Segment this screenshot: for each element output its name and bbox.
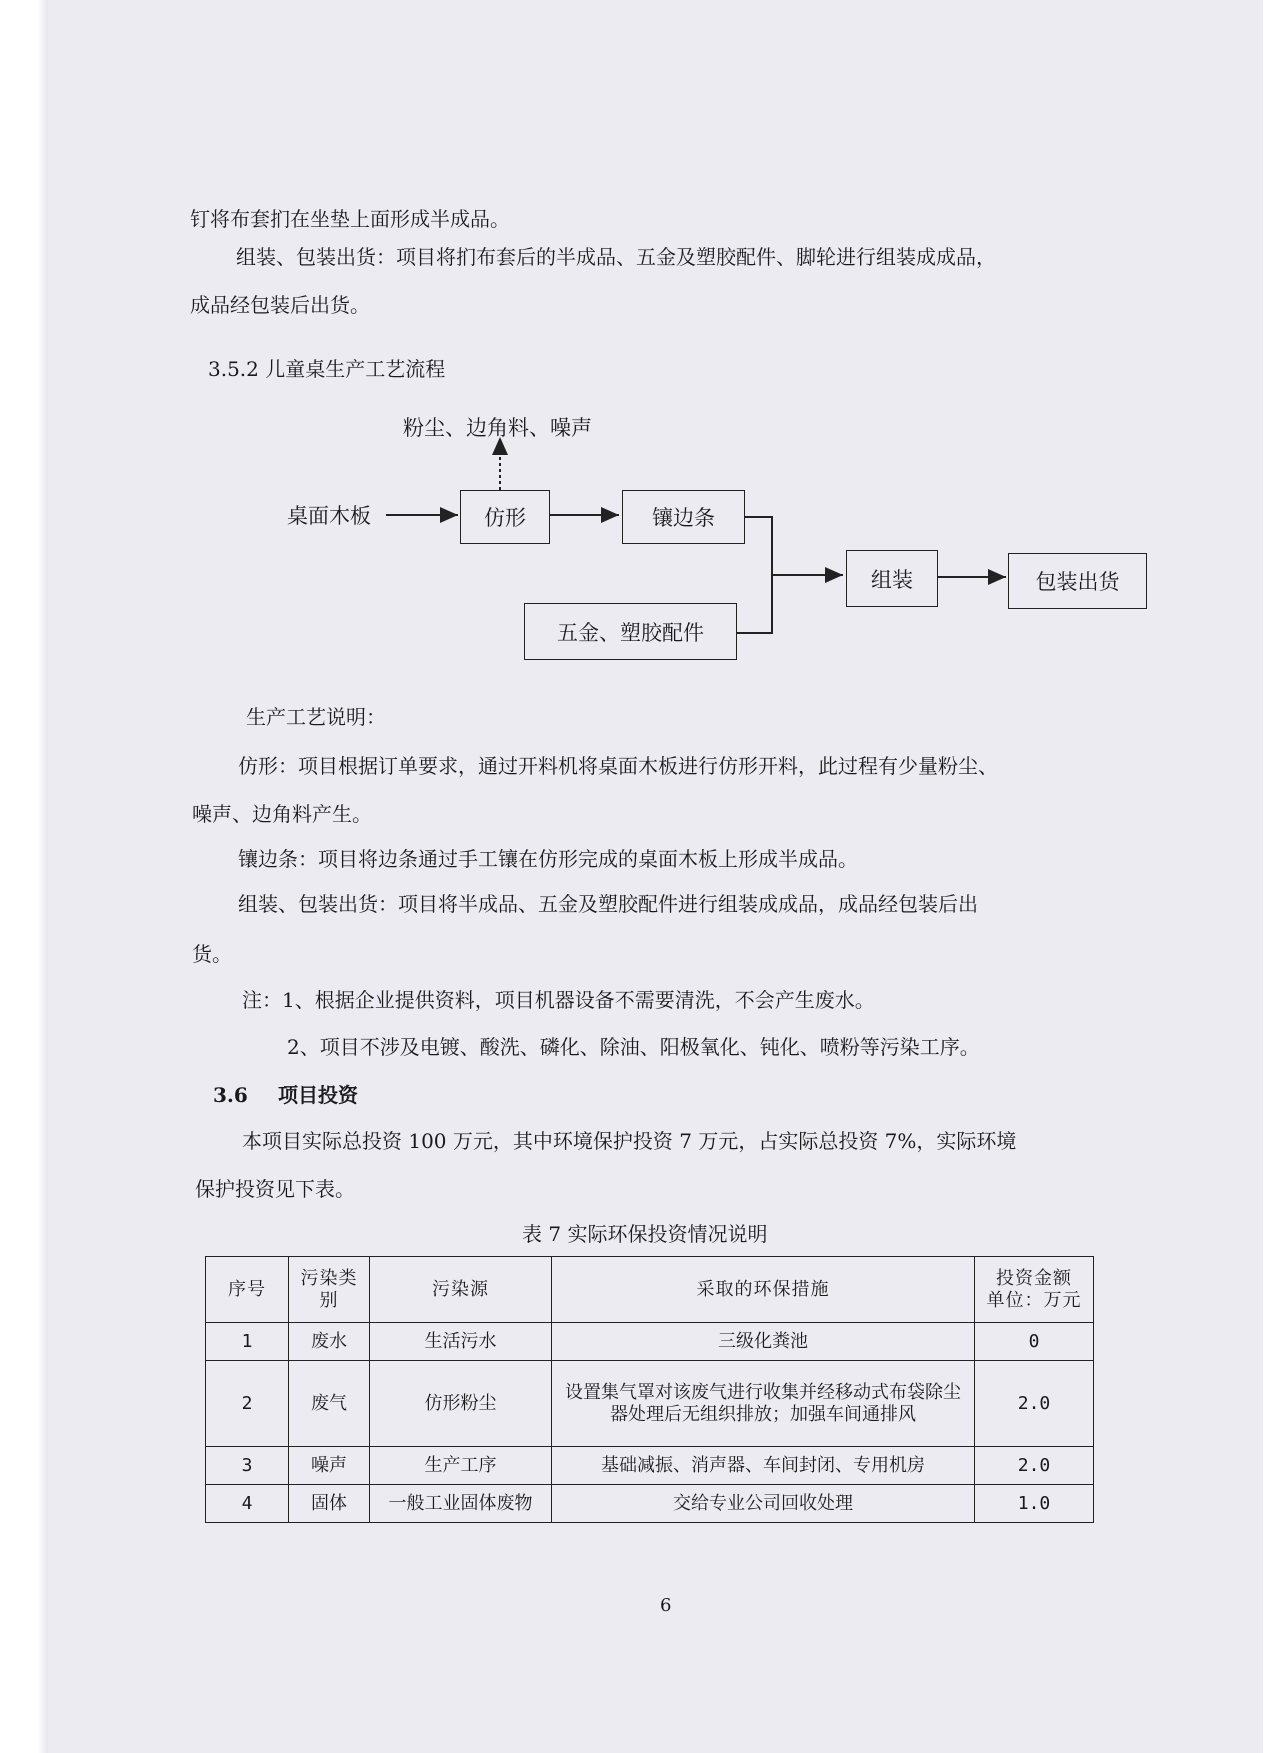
flowchart-step-baozhuang: 包装出货 bbox=[1008, 553, 1147, 609]
paragraph-line: 钉将布套扪在坐垫上面形成半成品。 bbox=[190, 207, 510, 231]
cell-source: 一般工业固体废物 bbox=[370, 1485, 552, 1523]
cell-amount: 1.0 bbox=[975, 1485, 1094, 1523]
flowchart-emission-label: 粉尘、边角料、噪声 bbox=[403, 416, 592, 440]
table-row bbox=[206, 1485, 1094, 1523]
header-no: 序号 bbox=[206, 1257, 289, 1323]
section-number-3-6: 3.6 bbox=[213, 1083, 248, 1107]
table-row bbox=[206, 1361, 1094, 1447]
header-amount-line2: 单位：万元 bbox=[986, 1289, 1082, 1311]
page-number: 6 bbox=[660, 1595, 672, 1616]
cell-amount: 0 bbox=[975, 1323, 1094, 1361]
cell-no: 3 bbox=[206, 1447, 289, 1485]
paragraph-line: 本项目实际总投资 100 万元，其中环境保护投资 7 万元，占实际总投资 7%，实际环境 bbox=[242, 1129, 1017, 1153]
flowchart-step-fangxing: 仿形 bbox=[460, 490, 550, 544]
cell-type: 废水 bbox=[289, 1323, 370, 1361]
flowchart-input-label: 桌面木板 bbox=[287, 504, 371, 528]
cell-measure: 三级化粪池 bbox=[552, 1323, 975, 1361]
cell-measure: 基础减振、消声器、车间封闭、专用机房 bbox=[552, 1447, 975, 1485]
cell-source: 仿形粉尘 bbox=[370, 1361, 552, 1447]
table-header-row bbox=[206, 1257, 1094, 1323]
flowchart-side-input: 五金、塑胶配件 bbox=[524, 603, 737, 660]
flowchart-step-zuzhuang: 组装 bbox=[846, 550, 938, 607]
cell-type: 固体 bbox=[289, 1485, 370, 1523]
paragraph-line: 保护投资见下表。 bbox=[195, 1177, 355, 1201]
cell-no: 1 bbox=[206, 1323, 289, 1361]
cell-source: 生产工序 bbox=[370, 1447, 552, 1485]
paragraph-line: 镶边条：项目将边条通过手工镶在仿形完成的桌面木板上形成半成品。 bbox=[238, 847, 858, 871]
cell-measure: 交给专业公司回收处理 bbox=[552, 1485, 975, 1523]
paragraph-line: 组装、包装出货：项目将半成品、五金及塑胶配件进行组装成成品，成品经包装后出 bbox=[238, 892, 978, 916]
section-heading-3-6: 项目投资 bbox=[278, 1083, 358, 1107]
section-heading-3-5-2: 3.5.2 儿童桌生产工艺流程 bbox=[208, 357, 446, 381]
cell-no: 4 bbox=[206, 1485, 289, 1523]
cell-measure: 设置集气罩对该废气进行收集并经移动式布袋除尘器处理后无组织排放；加强车间通排风 bbox=[552, 1361, 975, 1447]
paragraph-line: 噪声、边角料产生。 bbox=[192, 802, 372, 826]
paragraph-line: 货。 bbox=[192, 942, 232, 966]
cell-source: 生活污水 bbox=[370, 1323, 552, 1361]
cell-type: 废气 bbox=[289, 1361, 370, 1447]
cell-type: 噪声 bbox=[289, 1447, 370, 1485]
table-row bbox=[206, 1447, 1094, 1485]
header-amount bbox=[975, 1257, 1094, 1323]
cell-amount: 2.0 bbox=[975, 1361, 1094, 1447]
table-caption: 表 7 实际环保投资情况说明 bbox=[522, 1222, 768, 1246]
investment-table bbox=[205, 1256, 1094, 1523]
process-description-title: 生产工艺说明： bbox=[246, 705, 386, 729]
paragraph-line: 组装、包装出货：项目将扪布套后的半成品、五金及塑胶配件、脚轮进行组装成成品， bbox=[236, 245, 996, 269]
note-line: 2、项目不涉及电镀、酸洗、磷化、除油、阳极氧化、钝化、喷粉等污染工序。 bbox=[287, 1035, 980, 1059]
header-amount-line1: 投资金额 bbox=[996, 1267, 1072, 1289]
header-type: 污染类别 bbox=[289, 1257, 370, 1323]
flowchart-step-xiangbiantiao: 镶边条 bbox=[622, 490, 745, 544]
paragraph-line: 仿形：项目根据订单要求，通过开料机将桌面木板进行仿形开料，此过程有少量粉尘、 bbox=[238, 754, 998, 778]
note-line: 注：1、根据企业提供资料，项目机器设备不需要清洗，不会产生废水。 bbox=[242, 988, 875, 1012]
cell-amount: 2.0 bbox=[975, 1447, 1094, 1485]
table-row bbox=[206, 1323, 1094, 1361]
paragraph-line: 成品经包装后出货。 bbox=[190, 293, 370, 317]
header-source: 污染源 bbox=[370, 1257, 552, 1323]
cell-no: 2 bbox=[206, 1361, 289, 1447]
header-measure: 采取的环保措施 bbox=[552, 1257, 975, 1323]
